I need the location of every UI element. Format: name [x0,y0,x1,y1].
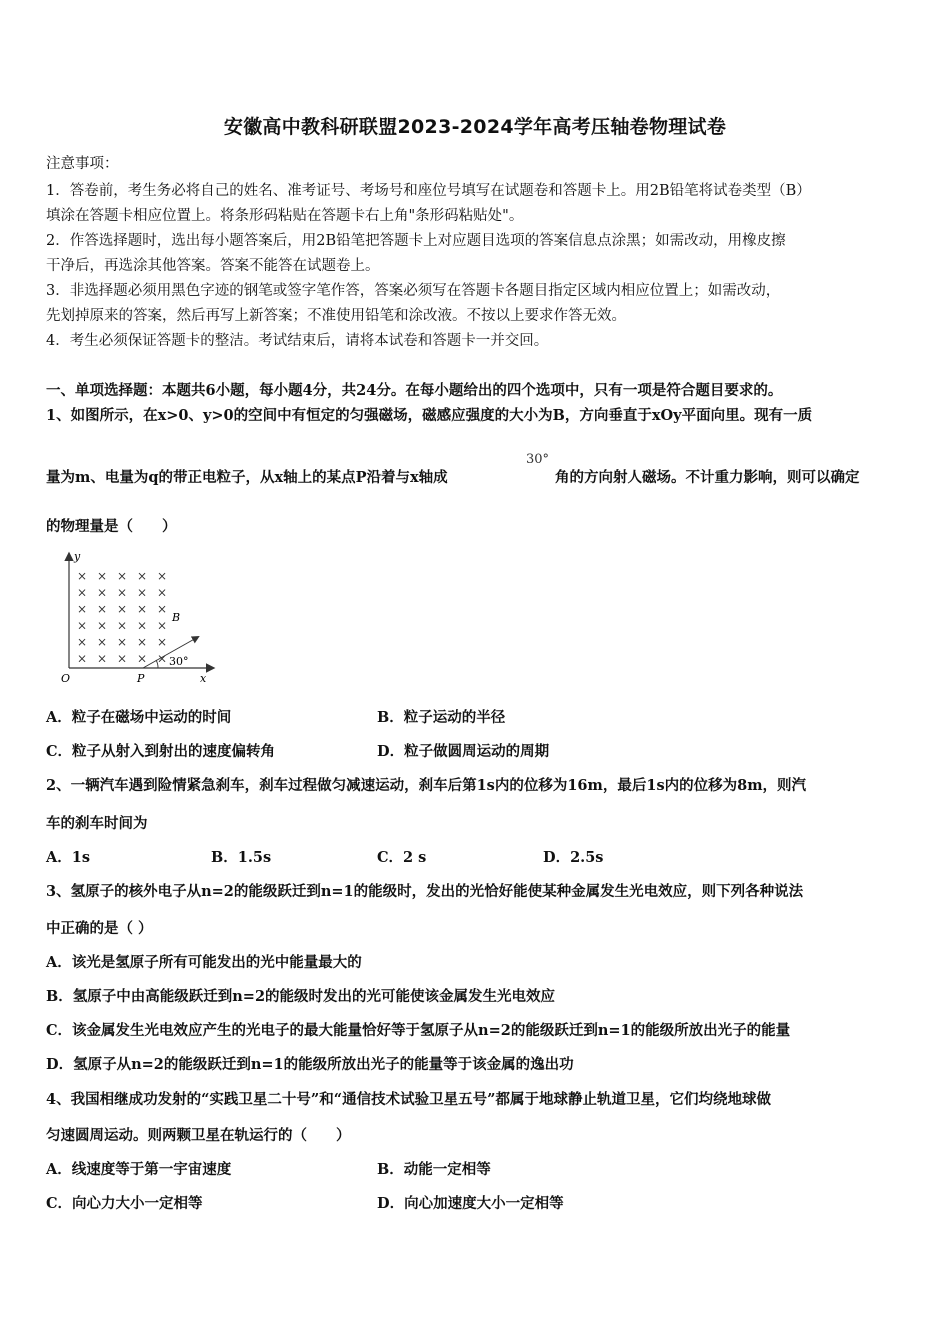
q4-line1: 4、我国相继成功发射的“实践卫星二十号”和“通信技术试验卫星五号”都属于地球静止轨道卫星，它们均绕地球做 [46,1091,771,1108]
field-b-label: B [172,611,181,624]
notice-line: 填涂在答题卡相应位置上。将条形码粘贴在答题卡右上角"条形码粘贴处"。 [46,208,524,224]
field-cross: × [117,651,128,666]
q4-line2: 匀速圆周运动。则两颗卫星在轨运行的（ ） [46,1127,351,1144]
field-cross: × [137,569,148,583]
q3-option-b: B．氢原子中由高能级跃迁到n=2的能级时发出的光可能使该金属发生光电效应 [46,988,556,1005]
field-cross: × [117,602,128,616]
q1-option-b: B．粒子运动的半径 [377,709,506,726]
q3-line1: 3、氢原子的核外电子从n=2的能级跃迁到n=1的能级时，发出的光恰好能使某种金属发生光电效应，则下列各种说法 [46,883,804,900]
q2-option-c: C．2 s [377,849,427,866]
field-cross: × [137,618,148,633]
q3-line2: 中正确的是（ ） [46,920,153,937]
notice-line: 4．考生必须保证答题卡的整洁。考试结束后，请将本试卷和答题卡一并交回。 [46,333,549,349]
field-cross: × [97,569,108,583]
q1-line2b: 角的方向射人磁场。不计重力影响，则可以确定 [555,469,860,486]
y-axis-label: y [74,550,81,563]
field-cross: × [97,618,108,633]
q2-option-d: D．2.5s [543,849,604,866]
q2-line1: 2、一辆汽车遇到险情紧急刹车，刹车过程做匀减速运动，刹车后第1s内的位移为16m，最后1s内的位移为8m，则汽 [46,777,807,794]
x-axis-label: x [200,672,207,685]
magnetic-field-figure [55,548,225,688]
point-p-label: P [137,672,145,685]
q2-option-b: B．1.5s [211,849,272,866]
field-cross: × [137,651,148,666]
notice-line: 先划掉原来的答案，然后再写上新答案；不准使用铅笔和涂改液。不按以上要求作答无效。 [46,308,626,324]
field-cross: × [97,635,108,649]
field-cross: × [77,651,88,666]
section-heading: 一、单项选择题：本题共6小题，每小题4分，共24分。在每小题给出的四个选项中，只有一项是符合题目要求的。 [46,382,783,399]
field-cross: × [97,602,108,616]
field-cross: × [137,602,148,616]
q1-option-c: C．粒子从射入到射出的速度偏转角 [46,743,276,760]
notice-line: 1．答卷前，考生务必将自己的姓名、准考证号、考场号和座位号填写在试题卷和答题卡上。用2B铅笔将试卷类型（B） [46,183,811,199]
field-cross: × [157,585,168,600]
q3-option-a: A．该光是氢原子所有可能发出的光中能量最大的 [46,954,362,971]
q1-line3: 的物理量是（ ） [46,518,177,535]
notice-line: 2．作答选择题时，选出每小题答案后，用2B铅笔把答题卡上对应题目选项的答案信息点涂黑；如需改动，用橡皮擦 [46,233,786,249]
q4-option-b: B．动能一定相等 [377,1161,491,1178]
field-cross: × [97,651,108,666]
q4-option-c: C．向心力大小一定相等 [46,1195,203,1212]
q1-line2a: 量为m、电量为q的带正电粒子，从x轴上的某点P沿着与x轴成 [46,469,448,486]
field-cross: × [137,635,148,649]
q1-option-a: A．粒子在磁场中运动的时间 [46,709,232,726]
q3-option-c: C．该金属发生光电效应产生的光电子的最大能量恰好等于氢原子从n=2的能级跃迁到n=1的能级所放出光子的能量 [46,1022,791,1039]
field-cross: × [157,651,168,666]
q2-option-a: A．1s [46,849,91,866]
q4-option-a: A．线速度等于第一宇宙速度 [46,1161,232,1178]
field-cross: × [117,569,128,583]
angle-label: 30° [169,655,189,668]
field-cross: × [77,635,88,649]
field-cross: × [77,618,88,633]
q2-line2: 车的刹车时间为 [46,815,148,832]
field-cross: × [157,602,168,616]
field-cross: × [157,635,168,649]
field-cross: × [77,602,88,616]
field-cross: × [117,585,128,600]
page-title: 安徽高中教科研联盟2023-2024学年高考压轴卷物理试卷 [223,116,727,138]
q1-option-d: D．粒子做圆周运动的周期 [377,743,550,760]
q4-option-d: D．向心加速度大小一定相等 [377,1195,564,1212]
field-cross: × [97,585,108,600]
field-cross: × [157,569,168,583]
field-cross: × [77,585,88,600]
field-cross: × [137,585,148,600]
origin-label: O [61,672,71,685]
field-cross: × [117,618,128,633]
q1-line1: 1、如图所示，在x>0、y>0的空间中有恒定的匀强磁场，磁感应强度的大小为B，方向垂直于xOy平面向里。现有一质 [46,407,813,424]
field-cross: × [157,618,168,633]
field-cross: × [117,635,128,649]
q3-option-d: D．氢原子从n=2的能级跃迁到n=1的能级所放出光子的能量等于该金属的逸出功 [46,1056,574,1073]
field-cross: × [77,569,88,583]
notice-heading: 注意事项： [46,156,119,172]
notice-line: 干净后，再选涂其他答案。答案不能答在试题卷上。 [46,258,380,274]
q1-angle: 30° [526,452,550,467]
notice-line: 3．非选择题必须用黑色字迹的钢笔或签字笔作答，答案必须写在答题卡各题目指定区域内相应位置上；如需改动， [46,283,781,299]
